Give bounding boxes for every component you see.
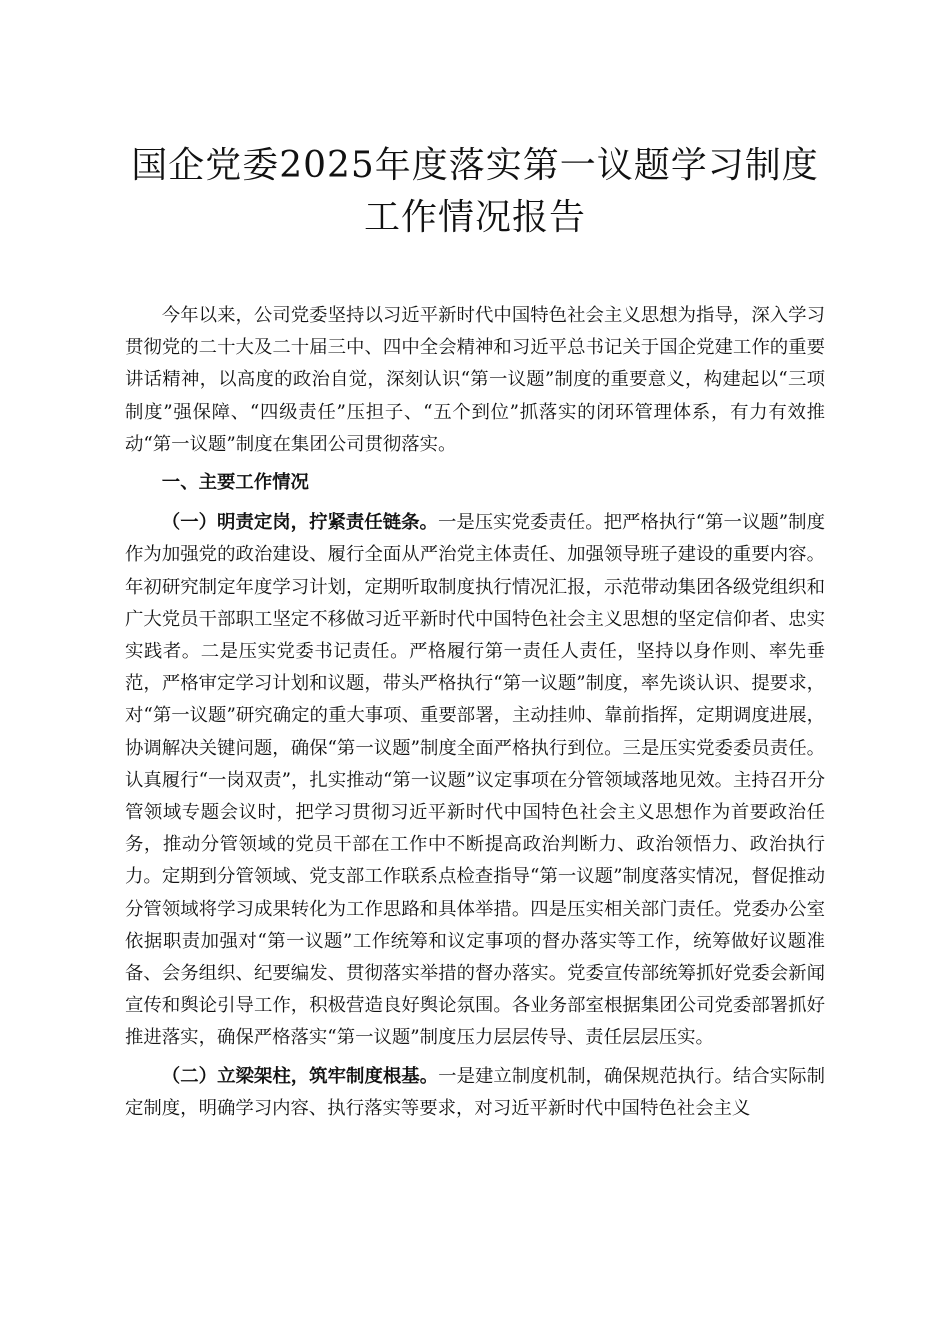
paragraph-system <box>125 1061 825 1125</box>
paragraph-lead: （一）明责定岗，拧紧责任链条。 <box>161 512 438 534</box>
document-title: 国企党委2025年度落实第一议题学习制度工作情况报告 <box>131 145 819 238</box>
paragraph-responsibility <box>125 507 825 1054</box>
paragraph-lead: （二）立梁架柱，筑牢制度根基。 <box>161 1065 439 1087</box>
paragraph-text: 一是建立制度机制，确保规范执行。结合实际制定制度，明确学习内容、执行落实等要求，对习近平新时代中国特色社会主义 <box>125 1065 825 1119</box>
paragraph-text: 一是压实党委责任。把严格执行“第一议题”制度作为加强党的政治建设、履行全面从严治党主体责任、加强领导班子建设的重要内容。年初研究制定年度学习计划，定期听取制度执行情况汇报，示范带动集团各级党组织和广大党员干部职工坚定不移做习近平新时代中国特色社会主义思想的坚定信仰者、忠实实践者。二是压实党委书记责任。严格履行第一责任人责任，坚持以身作则、率先垂范，严格审定学习计划和议题，带头严格执行“第一议题”制度，率先谈认识、提要求，对“第一议题”研究确定的重大事项、重要部署，主动挂帅、靠前指挥，定期调度进展，协调解决关键问题，确保“第一议题”制度全面严格执行到位。三是压实党委委员责任。认真履行“一岗双责”，扎实推动“第一议题”议定事项在分管领域落地见效。主持召开分管领域专题会议时，把学习贯彻习近平新时代中国特色社会主义思想作为首要政治任务，推动分管领域的党员干部在工作中不断提高政治判断力、政治领悟力、政治执行力。定期到分管领域、党支部工作联系点检查指导“第一议题”制度落实情况，督促推动分管领域将学习成果转化为工作思路和具体举措。四是压实相关部门责任。党委办公室依据职责加强对“第一议题”工作统筹和议定事项的督办落实等工作，统筹做好议题准备、会务组织、纪要编发、贯彻落实举措的督办落实。党委宣传部统筹抓好党委会新闻宣传和舆论引导工作，积极营造良好舆论氛围。各业务部室根据集团公司党委部署抓好推进落实，确保严格落实“第一议题”制度压力层层传导、责任层层压实。 <box>125 512 825 1049</box>
document-body <box>125 300 825 1131</box>
intro-paragraph: 今年以来，公司党委坚持以习近平新时代中国特色社会主义思想为指导，深入学习贯彻党的二十大及二十届三中、四中全会精神和习近平总书记关于国企党建工作的重要讲话精神，以高度的政治自觉，深刻认识“第一议题”制度的重要意义，构建起以“三项制度”强保障、“四级责任”压担子、“五个到位”抓落实的闭环管理体系，有力有效推动“第一议题”制度在集团公司贯彻落实。 <box>125 305 825 455</box>
section-heading: 一、主要工作情况 <box>161 472 309 494</box>
